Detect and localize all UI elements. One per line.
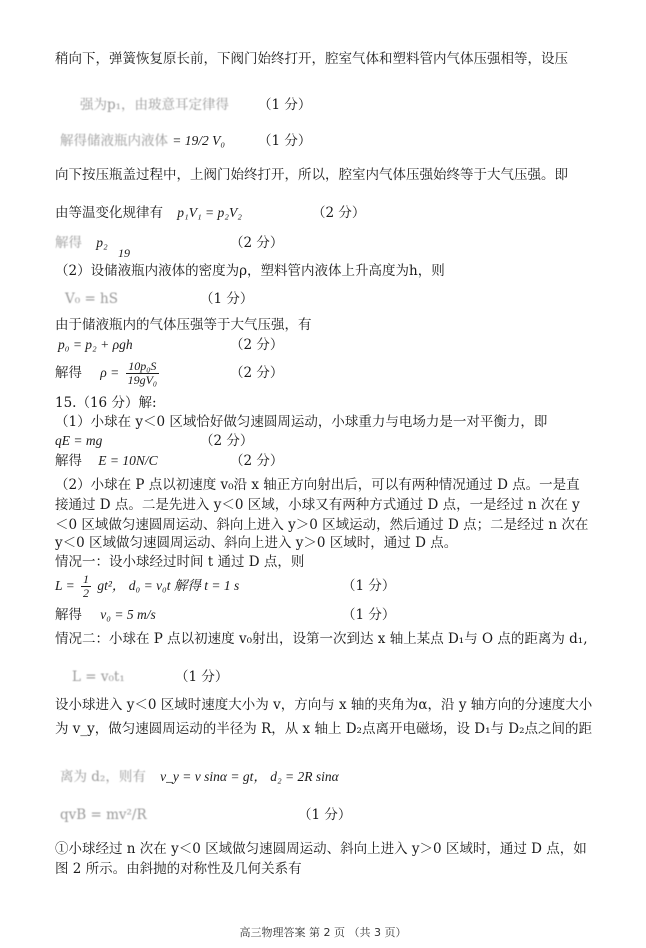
- score-mark: （2 分）: [312, 205, 366, 221]
- text-line: 情况一：设小球经过时间 t 通过 D 点，则: [55, 554, 305, 570]
- equation: p₂: [96, 235, 108, 250]
- denominator: 2: [83, 586, 90, 600]
- equation: p₁V₁ = p₂V₂: [177, 205, 242, 220]
- text-line: （1）小球在 y＜0 区域恰好做匀速圆周运动，小球重力与电场力是一对平衡力，即: [55, 414, 548, 430]
- label: 由等温变化规律有: [55, 205, 163, 221]
- equation: = 19/2 V₀: [172, 133, 226, 148]
- equation: gt²， d₀ = v₀t 解得 t = 1 s: [97, 578, 240, 593]
- text-line: 图 2 所示。由斜抛的对称性及几何关系有: [55, 861, 302, 877]
- equation-line: [55, 204, 242, 222]
- score-mark: （2 分）: [230, 235, 284, 251]
- numerator: 10p₀S: [126, 360, 160, 374]
- label: 解得: [55, 453, 82, 469]
- fraction: [126, 360, 160, 387]
- score-mark: （1 分）: [258, 97, 312, 113]
- score-mark: （2 分）: [230, 453, 284, 469]
- equation: p₀ = p₂ + ρgh: [58, 337, 133, 352]
- fraction: [81, 573, 91, 600]
- score-mark: （2 分）: [230, 365, 284, 381]
- text-line: 向下按压瓶盖过程中，上阀门始终打开，所以，腔室内气体压强始终等于大气压强。即: [55, 167, 568, 183]
- score-mark: （1 分）: [342, 578, 396, 594]
- equation: qE = mg: [55, 433, 103, 448]
- score-mark: （1 分）: [258, 133, 312, 149]
- question-heading: 15.（16 分）解:: [55, 395, 157, 411]
- equation-line: [55, 452, 158, 470]
- blurred-text: 离为 d₂，则有: [60, 769, 146, 785]
- label: 解得: [55, 235, 82, 251]
- score-mark: （2 分）: [230, 337, 284, 353]
- equation-fragment: 19: [118, 246, 130, 260]
- text-line: ①小球经过 n 次在 y＜0 区域做匀速圆周运动、斜向上进入 y＞0 区域时，通过 D 点，如: [55, 841, 587, 857]
- label: 解得: [55, 365, 82, 381]
- equation: E = 10N/C: [98, 453, 158, 468]
- equation-line: [55, 570, 239, 602]
- text-line: （2）小球在 P 点以初速度 v₀沿 x 轴正方向射出后，可以有两种情况通过 D 点。一是直: [55, 477, 580, 493]
- text-line: ＜0 区域做匀速圆周运动、斜向上进入 y＞0 区域运动，然后通过 D 点；二是经过 n 次在: [55, 517, 589, 533]
- text-line: 情况二：小球在 P 点以初速度 v₀射出，设第一次到达 x 轴上某点 D₁与 O 点的距离为 d₁,: [55, 631, 588, 647]
- numerator: 1: [83, 572, 90, 586]
- equation-line: [55, 356, 161, 390]
- denominator: 19gV₀: [127, 373, 158, 387]
- equation-line: [55, 606, 156, 624]
- blurred-equation: V₀ = hS: [65, 291, 118, 307]
- equation-line: [60, 768, 339, 786]
- text-line: 设小球进入 y＜0 区域时速度大小为 v，方向与 x 轴的夹角为α，沿 y 轴方向的分速度大小: [55, 697, 593, 713]
- blurred-equation: L = v₀t₁: [72, 669, 125, 685]
- score-mark: （1 分）: [342, 607, 396, 623]
- text-line: y＜0 区域做匀速圆周运动、斜向上进入 y＞0 区域时，通过 D 点。: [55, 535, 458, 551]
- equation: v₀ = 5 m/s: [100, 607, 156, 622]
- equation-lhs: L =: [55, 578, 75, 593]
- score-mark: （1 分）: [175, 669, 229, 685]
- text-line: 为 v_y，做匀速圆周运动的半径为 R，从 x 轴上 D₂点离开电磁场，设 D₁与 D₂点之间的距: [55, 721, 593, 737]
- equation-line: [60, 132, 225, 150]
- text-line: 由于储液瓶内的气体压强等于大气压强，有: [55, 317, 312, 333]
- label: 解得: [55, 607, 82, 623]
- score-mark: （1 分）: [298, 807, 352, 823]
- equation-lhs: ρ =: [100, 365, 120, 380]
- equation-line: [55, 234, 108, 252]
- score-mark: （1 分）: [200, 291, 254, 307]
- text-line: 稍向下，弹簧恢复原长前，下阀门始终打开，腔室气体和塑料管内气体压强相等，设压: [55, 51, 568, 67]
- text-line: （2）设储液瓶内液体的密度为ρ，塑料管内液体上升高度为h，则: [55, 263, 445, 279]
- page-footer: 高三物理答案 第 2 页 （共 3 页）: [239, 926, 407, 939]
- blurred-equation: 强为p₁，由玻意耳定律得: [80, 97, 230, 113]
- equation: v_y = v sinα = gt， d₂ = 2R sinα: [160, 769, 339, 784]
- text-line: 接通过 D 点。二是先进入 y＜0 区域，小球又有两种方式通过 D 点，一是经过 n 次在 y: [55, 497, 580, 513]
- score-mark: （2 分）: [200, 433, 254, 449]
- blurred-text: 解得储液瓶内液体: [60, 133, 168, 149]
- blurred-equation: qvB = mv²/R: [60, 807, 147, 823]
